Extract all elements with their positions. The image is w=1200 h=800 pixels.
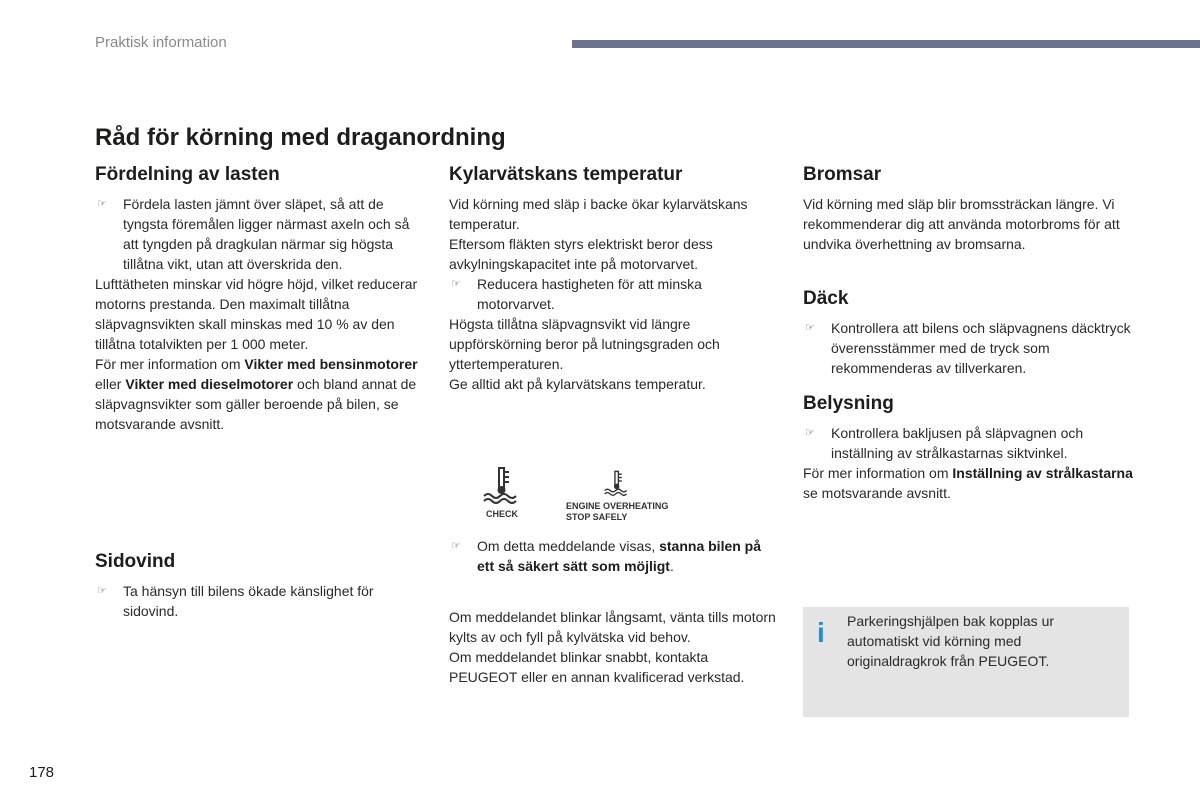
paragraph: Ge alltid akt på kylarvätskans temperatur. xyxy=(449,376,706,392)
paragraph: Om meddelandet blinkar snabbt, kontakta PEUGEOT eller en annan kvalificerad verkstad. xyxy=(449,649,745,685)
heading-kylar: Kylarvätskans temperatur xyxy=(449,164,683,185)
bullet-item xyxy=(95,581,425,621)
section-kylar xyxy=(449,164,779,394)
info-icon: i xyxy=(817,617,825,648)
paragraph: Vid körning med släp i backe ökar kylarvätskans temperatur. xyxy=(449,196,748,232)
section-blinking xyxy=(449,607,779,687)
section-dack xyxy=(803,288,1133,378)
bold-text: Vikter med bensinmotorer xyxy=(244,356,418,372)
heading-bromsar: Bromsar xyxy=(803,164,882,185)
bullet-text: Kontrollera att bilens och släpvagnens däcktryck överensstämmer med de tryck som rekommenderas av tillverkaren. xyxy=(831,320,1131,376)
info-text: Parkeringshjälpen bak kopplas ur automatiskt vid körning med originaldragkrok från PEUGEOT. xyxy=(847,613,1055,669)
page-number: 178 xyxy=(29,764,55,781)
text: eller xyxy=(95,376,126,392)
text: För mer information om xyxy=(95,356,245,372)
section-fordelning xyxy=(95,164,425,434)
pointing-hand-icon: ☞ xyxy=(451,278,461,290)
heading-sidovind: Sidovind xyxy=(95,551,176,572)
section-bromsar xyxy=(803,164,1133,254)
text: För mer information om xyxy=(803,465,953,481)
section-sidovind xyxy=(95,551,425,621)
bullet-item xyxy=(449,536,779,576)
paragraph-altitude: Lufttätheten minskar vid högre höjd, vilket reducerar motorns prestanda. Den maximalt tillåtna släpvagnsvikten skall minskas med 10 % av den tillåtna totalvikten per 1 000 meter. xyxy=(95,276,418,352)
text: Om detta meddelande visas, xyxy=(477,538,660,554)
paragraph-weights xyxy=(95,354,425,434)
pointing-hand-icon: ☞ xyxy=(805,427,815,439)
bold-text: stanna bilen på ett så säkert sätt som möjligt xyxy=(477,538,762,574)
heading-belysning: Belysning xyxy=(803,393,894,414)
text: . xyxy=(669,558,674,574)
pointing-hand-icon: ☞ xyxy=(805,322,815,334)
heading-fordelning: Fördelning av lasten xyxy=(95,164,280,185)
coolant-temperature-icon xyxy=(480,466,524,520)
bullet-text: Reducera hastigheten för att minska motorvarvet. xyxy=(477,276,702,312)
text: se motsvarande avsnitt. xyxy=(803,485,951,501)
pointing-hand-icon: ☞ xyxy=(451,540,461,552)
section-label: Praktisk information xyxy=(95,34,227,51)
coolant-temperature-icon xyxy=(566,470,668,523)
info-box xyxy=(803,607,1129,717)
bold-text: Inställning av strålkastarna xyxy=(952,465,1133,481)
bullet-text: Ta hänsyn till bilens ökade känslighet för sidovind. xyxy=(123,583,374,619)
icon-caption: CHECK xyxy=(485,509,518,519)
icon-caption: ENGINE OVERHEATING xyxy=(566,501,669,511)
pointing-hand-icon: ☞ xyxy=(97,198,107,210)
bullet-item xyxy=(449,274,779,314)
paragraph: Vid körning med släp blir bromssträckan längre. Vi rekommenderar dig att använda motorbroms för att undvika överhettning av bromsarna. xyxy=(803,196,1120,252)
bullet-item xyxy=(95,194,425,274)
bullet-text: Kontrollera bakljusen på släpvagnen och inställning av strålkastarnas siktvinkel. xyxy=(831,425,1084,461)
section-overheating xyxy=(449,536,779,576)
header-bar xyxy=(572,40,1200,48)
paragraph: Om meddelandet blinkar långsamt, vänta tills motorn kylts av och fyll på kylvätska vid behov. xyxy=(449,609,776,645)
bullet-text: Fördela lasten jämnt över släpet, så att de tyngsta föremålen ligger närmast axeln och så att tyngden på dragkulan närmar sig högsta tillåtna vikt, utan att överskrida den. xyxy=(123,196,410,272)
page-title: Råd för körning med draganordning xyxy=(95,124,506,151)
text: och bland annat de släpvagnsvikter som gäller beroende på bilen, se motsvarande avsnitt. xyxy=(95,376,417,432)
bold-text: Vikter med dieselmotorer xyxy=(125,376,294,392)
paragraph: Högsta tillåtna släpvagnsvikt vid längre uppförskörning beror på lutningsgraden och yttertemperaturen. xyxy=(449,316,720,372)
bullet-item xyxy=(803,423,1133,463)
heading-dack: Däck xyxy=(803,288,849,309)
paragraph: Eftersom fläkten styrs elektriskt beror dess avkylningskapacitet inte på motorvarvet. xyxy=(449,236,713,272)
section-belysning xyxy=(803,393,1133,503)
warning-icons xyxy=(480,466,680,526)
icon-caption: STOP SAFELY xyxy=(566,512,628,522)
pointing-hand-icon: ☞ xyxy=(97,585,107,597)
bullet-item xyxy=(803,318,1133,378)
paragraph xyxy=(803,463,1133,503)
